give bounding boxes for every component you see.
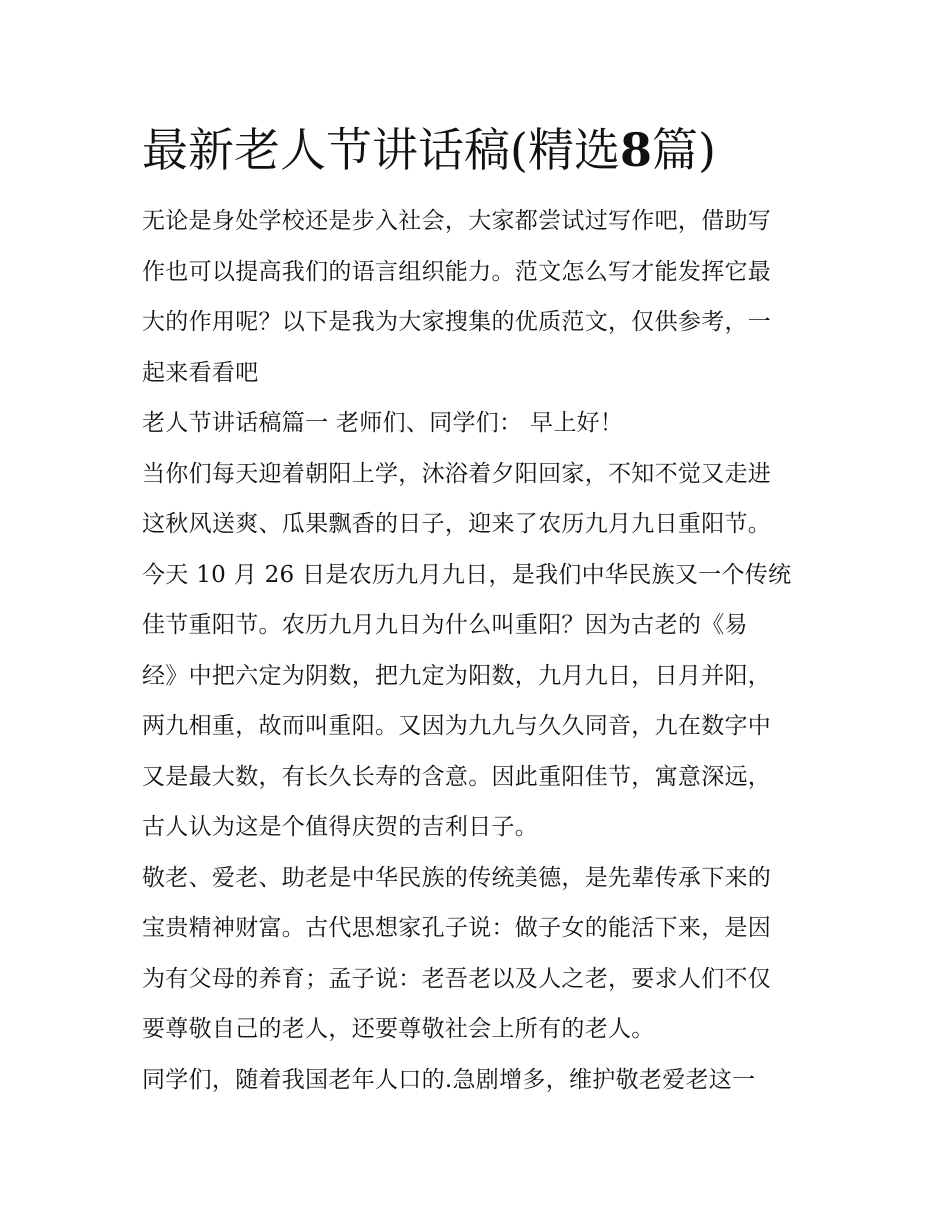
- text-line: 老人节讲话稿篇一 老师们、同学们： 早上好！: [142, 410, 624, 436]
- text-line: 今天 10 月 26 日是农历九月九日，是我们中华民族又一个传统: [142, 561, 792, 588]
- text-line: 无论是身处学校还是步入社会，大家都尝试过写作吧，借助写: [142, 208, 772, 234]
- text-line: 起来看看吧: [142, 359, 259, 386]
- body-paragraph: [142, 853, 822, 1055]
- text-line: 敬老、爱老、助老是中华民族的传统美德，是先辈传承下来的: [142, 864, 772, 891]
- section-heading-paragraph: [142, 398, 822, 449]
- text-line: 大的作用呢？以下是我为大家搜集的优质范文，仅供参考，一: [142, 309, 772, 335]
- title-suffix: 篇): [651, 123, 716, 177]
- title-number: 8: [619, 123, 652, 177]
- text-line: 当你们每天迎着朝阳上学，沐浴着夕阳回家，不知不觉又走进: [142, 460, 772, 487]
- text-line: 经》中把六定为阴数，把九定为阳数，九月九日，日月并阳，: [142, 662, 772, 689]
- title-prefix: 最新老人节讲话稿(精选: [142, 123, 620, 177]
- text-line: 要尊敬自己的老人，还要尊敬社会上所有的老人。: [142, 1016, 655, 1042]
- document-body: [142, 118, 822, 1105]
- intro-paragraph: [142, 196, 822, 398]
- body-paragraph: [142, 1055, 822, 1106]
- text-line: 这秋风送爽、瓜果飘香的日子，迎来了农历九月九日重阳节。: [142, 511, 772, 537]
- text-line: 宝贵精神财富。古代思想家孔子说：做子女的能活下来，是因: [142, 915, 772, 941]
- text-line: 古人认为这是个值得庆贺的吉利日子。: [142, 814, 539, 840]
- document-title: [142, 118, 822, 182]
- text-line: 又是最大数，有长久长寿的含意。因此重阳佳节，寓意深远，: [142, 763, 772, 790]
- body-paragraph: [142, 449, 822, 853]
- text-line: 两九相重，故而叫重阳。又因为九九与久久同音，九在数字中: [142, 713, 772, 739]
- text-line: 同学们，随着我国老年人口的.急剧增多，维护敬老爱老这一: [142, 1066, 756, 1093]
- text-line: 作也可以提高我们的语言组织能力。范文怎么写才能发挥它最: [142, 258, 772, 285]
- text-line: 佳节重阳节。农历九月九日为什么叫重阳？因为古老的《易: [142, 612, 748, 638]
- text-line: 为有父母的养育；孟子说：老吾老以及人之老，要求人们不仅: [142, 965, 772, 992]
